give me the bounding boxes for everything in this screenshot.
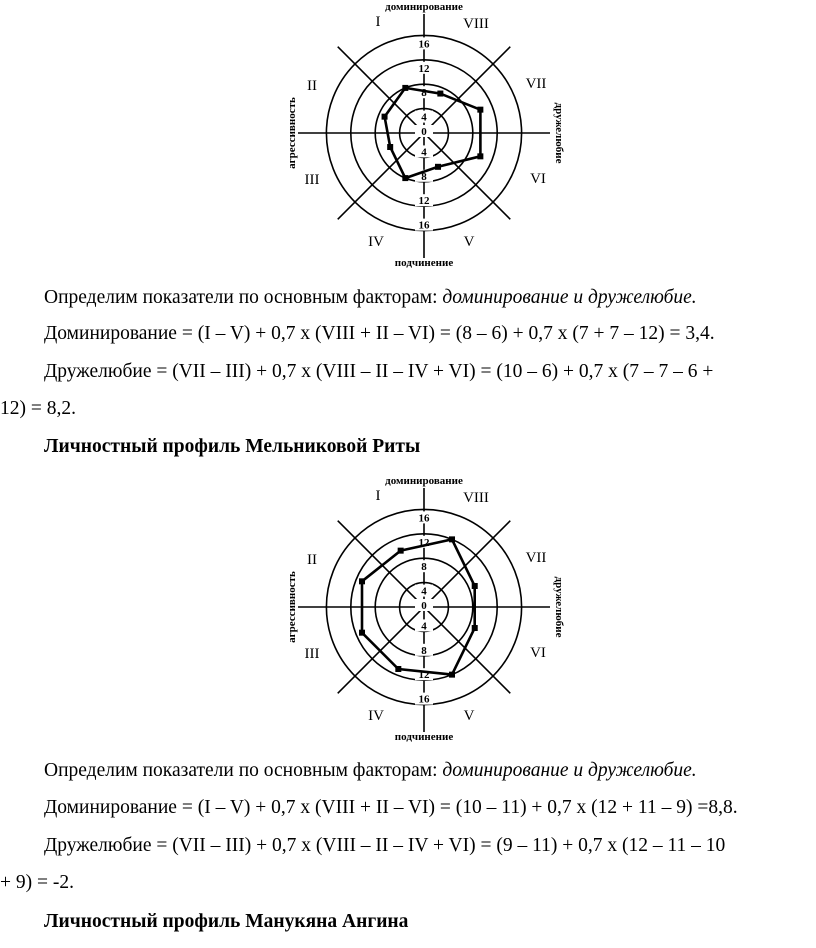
- factors-intro-1: [44, 286, 697, 310]
- friendliness-formula-1-line1: Дружелюбие = (VII – III) + 0,7 х (VIII – II – IV + VI) = (10 – 6) + 0,7 х (7 – 7 – 6 +: [44, 361, 714, 382]
- profile-point-ii: [382, 114, 388, 120]
- profile-heading-angin: Личностный профиль Манукяна Ангина: [44, 911, 409, 932]
- profile-point-ii: [359, 578, 365, 584]
- octant-label-iv: IV: [368, 708, 384, 724]
- leary-diagram-1: [276, 0, 576, 270]
- friendliness-formula-2-line1: Дружелюбие = (VII – III) + 0,7 х (VIII – II – IV + VI) = (9 – 11) + 0,7 х (12 – 11 – 10: [44, 835, 726, 856]
- octant-label-vii: VII: [525, 550, 547, 566]
- tick-label: 4: [421, 146, 427, 159]
- profile-point-v: [435, 164, 441, 170]
- axis-label-right: дружелюбие: [553, 102, 565, 164]
- factors-intro-italic: доминирование и дружелюбие.: [442, 287, 697, 308]
- profile-point-v: [449, 672, 455, 678]
- octant-label-i: I: [375, 488, 381, 504]
- profile-point-vi: [472, 625, 478, 631]
- factors-intro-2: [44, 759, 697, 783]
- axis-label-bottom: подчинение: [394, 731, 454, 743]
- factors-intro-text: Определим показатели по основным факторам:: [44, 760, 443, 781]
- octant-label-viii: VIII: [463, 16, 489, 32]
- tick-label: 0: [421, 126, 427, 138]
- tick-label: 4: [421, 620, 427, 633]
- octant-label-vi: VI: [530, 171, 546, 187]
- profile-point-iii: [359, 630, 365, 636]
- profile-point-iv: [402, 175, 408, 181]
- tick-label: 4: [421, 111, 427, 124]
- octant-label-vii: VII: [525, 76, 547, 92]
- profile-point-i: [402, 85, 408, 91]
- profile-point-i: [398, 548, 404, 554]
- octant-label-iv: IV: [368, 234, 384, 250]
- tick-label: 16: [418, 512, 430, 525]
- profile-point-viii: [449, 536, 455, 542]
- axis-label-top: доминирование: [385, 475, 463, 487]
- profile-point-iv: [395, 666, 401, 672]
- tick-label: 0: [421, 600, 427, 612]
- axis-label-top: доминирование: [385, 1, 463, 13]
- axis-label-right: дружелюбие: [553, 576, 565, 638]
- factors-intro-text: Определим показатели по основным факторам:: [44, 287, 443, 308]
- tick-label: 4: [421, 585, 427, 598]
- octant-label-viii: VIII: [463, 490, 489, 506]
- axis-label-left: агрессивность: [286, 97, 298, 169]
- tick-label: 8: [421, 170, 427, 183]
- dominance-formula-2: Доминирование = (I – V) + 0,7 х (VIII + II – VI) = (10 – 11) + 0,7 х (12 + 11 – 9) =8,8.: [44, 797, 738, 818]
- octant-label-i: I: [375, 14, 381, 30]
- octant-label-iii: III: [304, 172, 320, 188]
- profile-point-viii: [437, 91, 443, 97]
- leary-diagram-2: [276, 474, 576, 744]
- tick-label: 12: [418, 195, 430, 208]
- axis-label-left: агрессивность: [286, 571, 298, 643]
- profile-point-vi: [477, 153, 483, 159]
- tick-label: 8: [421, 644, 427, 657]
- friendliness-formula-1-line2: 12) = 8,2.: [0, 398, 76, 419]
- dominance-formula-1: Доминирование = (I – V) + 0,7 х (VIII + II – VI) = (8 – 6) + 0,7 х (7 + 7 – 12) = 3,4.: [44, 323, 715, 344]
- octant-label-vi: VI: [530, 645, 546, 661]
- profile-point-iii: [387, 144, 393, 150]
- tick-label: 12: [418, 669, 430, 682]
- tick-label: 8: [421, 87, 427, 100]
- octant-label-ii: II: [307, 552, 317, 568]
- tick-label: 16: [418, 693, 430, 706]
- octant-label-v: V: [463, 234, 475, 250]
- octant-label-iii: III: [304, 646, 320, 662]
- axis-label-bottom: подчинение: [394, 257, 454, 269]
- octant-label-v: V: [463, 708, 475, 724]
- octant-label-ii: II: [307, 78, 317, 94]
- tick-label: 8: [421, 561, 427, 574]
- profile-point-vii: [472, 583, 478, 589]
- factors-intro-italic: доминирование и дружелюбие.: [442, 760, 697, 781]
- profile-point-vii: [477, 107, 483, 113]
- friendliness-formula-2-line2: + 9) = -2.: [0, 872, 74, 893]
- tick-label: 12: [418, 62, 430, 75]
- tick-label: 12: [418, 536, 430, 549]
- tick-label: 16: [418, 219, 430, 232]
- tick-label: 16: [418, 38, 430, 51]
- profile-heading-rita: Личностный профиль Мельниковой Риты: [44, 436, 421, 457]
